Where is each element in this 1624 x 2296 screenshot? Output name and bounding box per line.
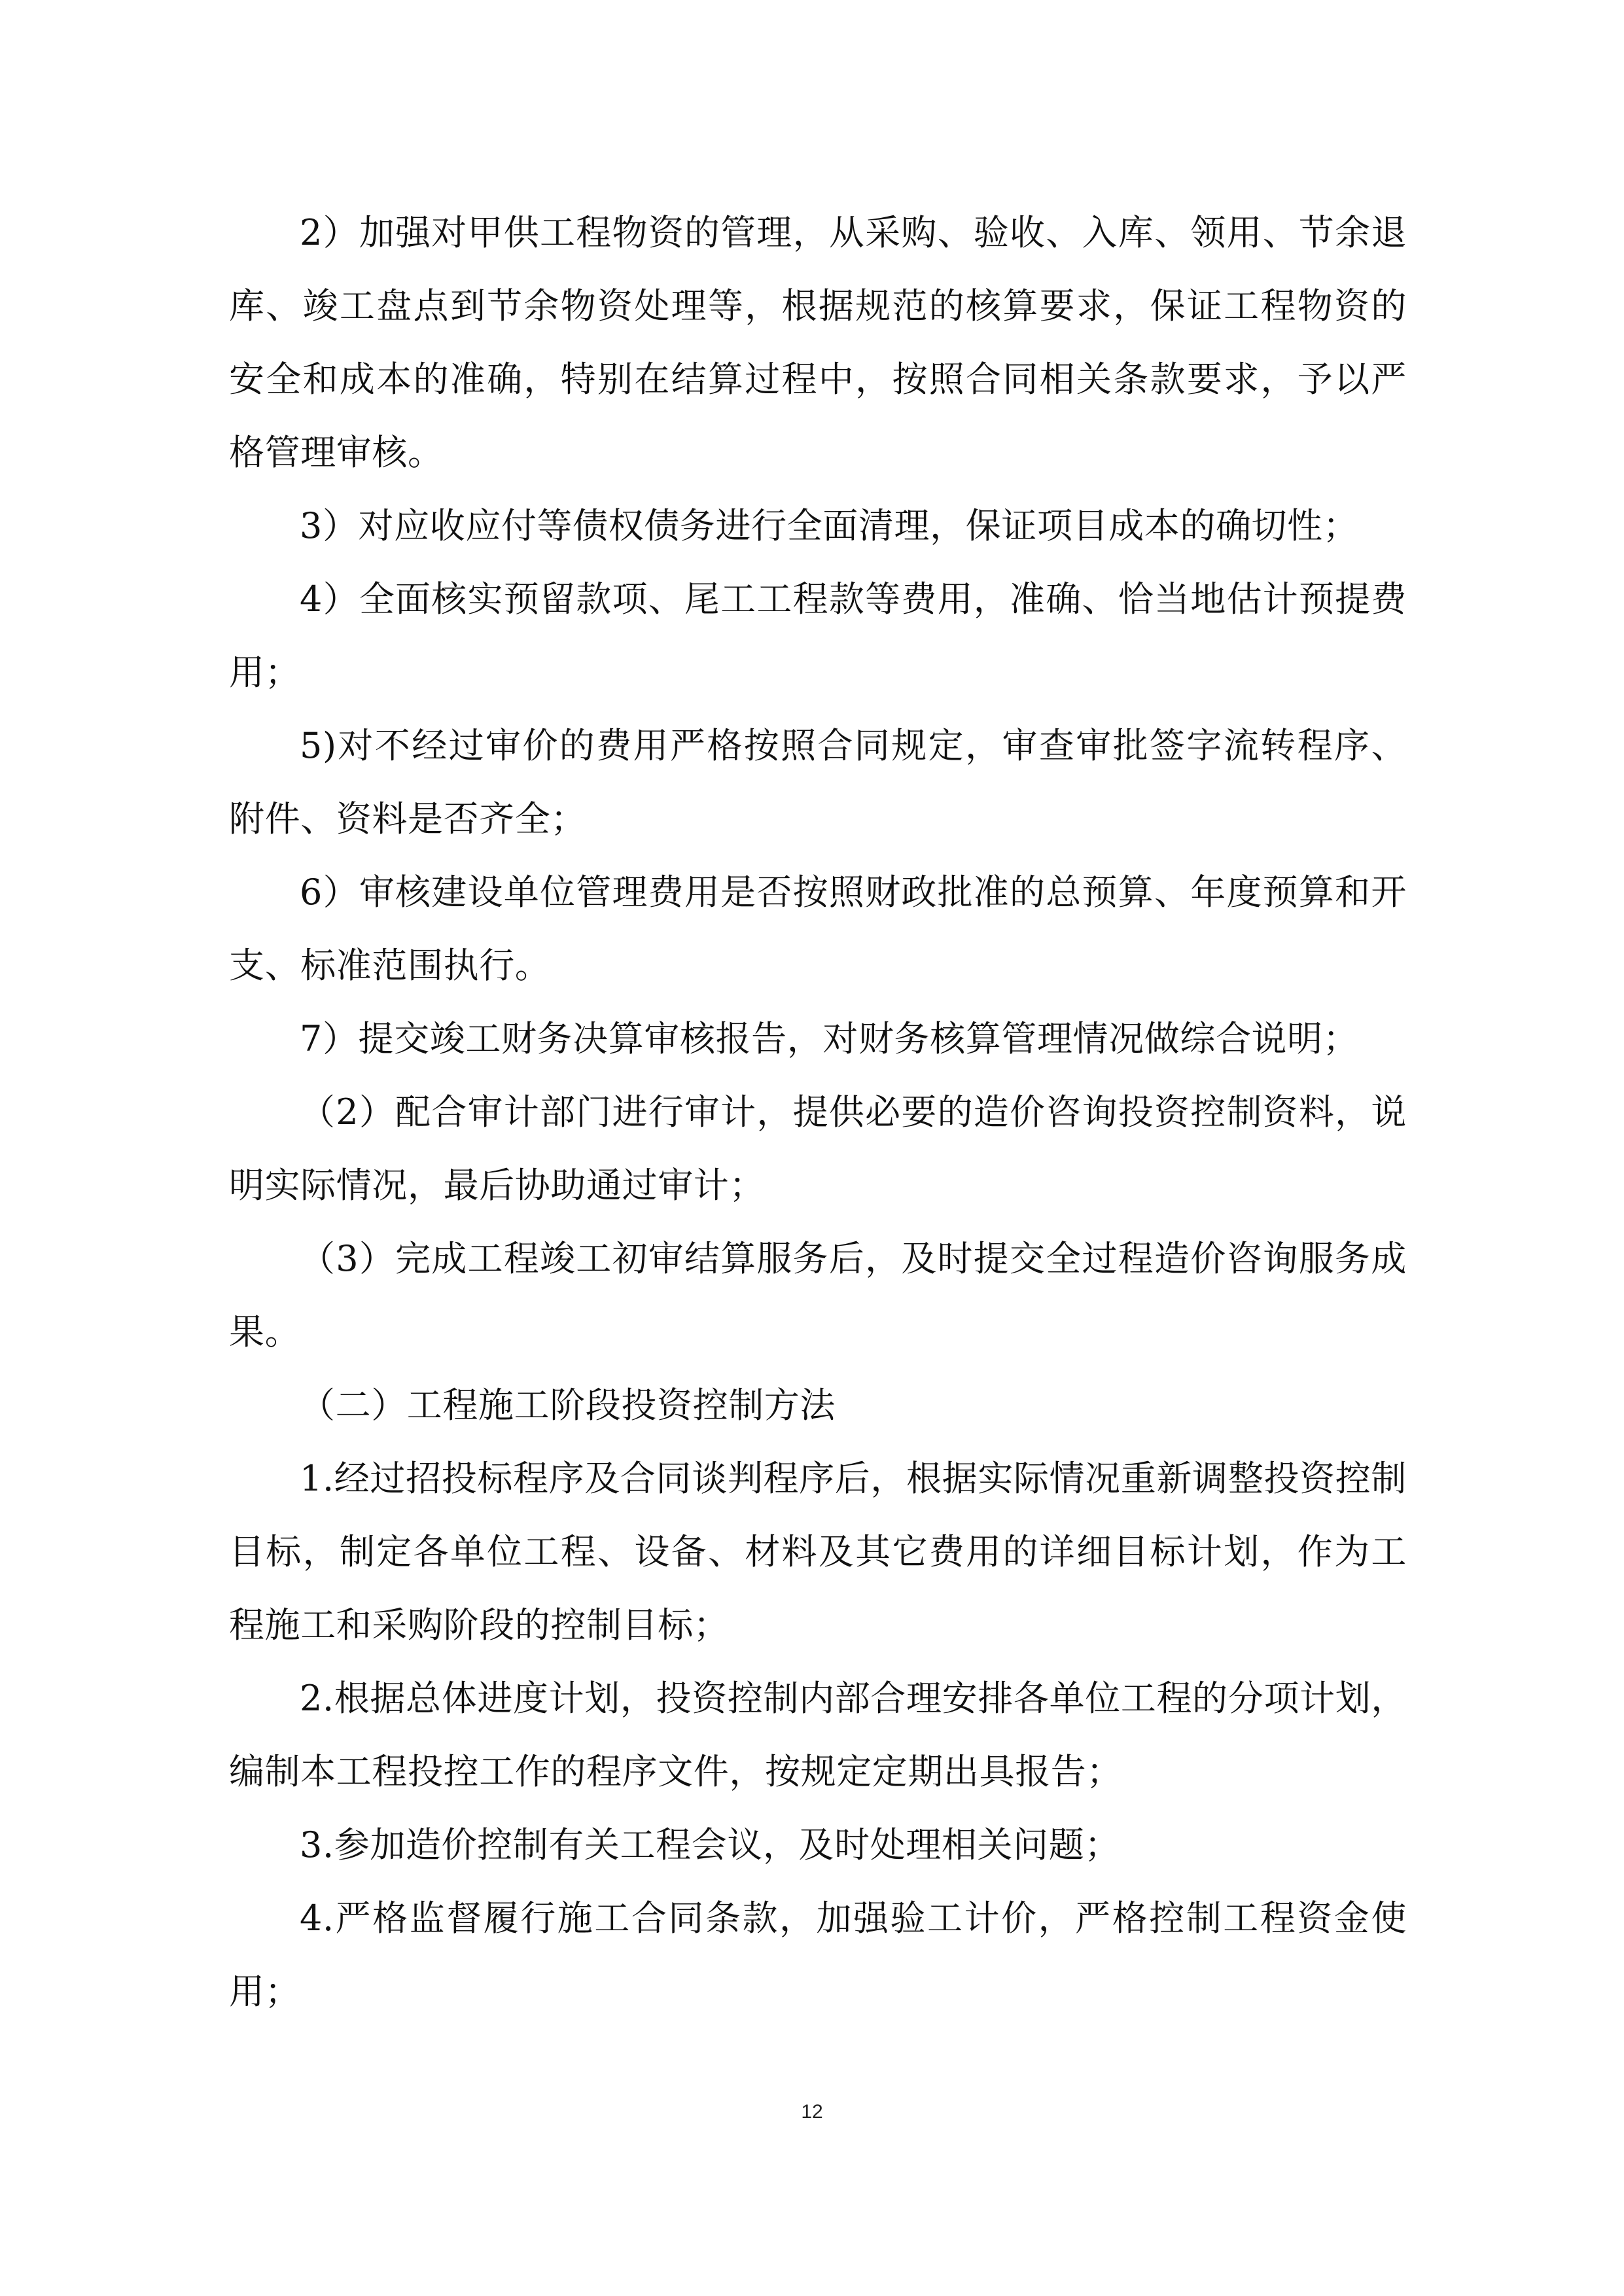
paragraph-debt-clearing: 3）对应收应付等债权债务进行全面清理，保证项目成本的确切性； <box>300 505 1359 546</box>
paragraph-control-targets: 1.经过招投标程序及合同谈判程序后，根据实际情况重新调整投资控制目标，制定各单位工程、设备、材料及其它费用的详细目标计划，作为工程施工和采购阶段的控制目标； <box>229 1458 1407 1646</box>
paragraph-unaudited-costs: 5)对不经过审价的费用严格按照合同规定，审查审批签字流转程序、附件、资料是否齐全； <box>229 725 1407 839</box>
paragraph-material-management: 2）加强对甲供工程物资的管理，从采购、验收、入库、领用、节余退库、竣工盘点到节余物资处理等，根据规范的核算要求，保证工程物资的安全和成本的准确，特别在结算过程中，按照合同相关条款要求，予以严格管理审核。 <box>229 212 1407 473</box>
page-number: 12 <box>801 2101 823 2123</box>
paragraph-schedule-plan: 2.根据总体进度计划，投资控制内部合理安排各单位工程的分项计划，编制本工程投控工作的程序文件，按规定定期出具报告； <box>229 1678 1407 1792</box>
page-body <box>229 196 1407 2028</box>
paragraph-final-report: 7）提交竣工财务决算审核报告，对财务核算管理情况做综合说明； <box>300 1018 1359 1059</box>
paragraph-management-fees: 6）审核建设单位管理费用是否按照财政批准的总预算、年度预算和开支、标准范围执行。 <box>229 872 1407 986</box>
paragraph-meetings: 3.参加造价控制有关工程会议，及时处理相关问题； <box>300 1824 1120 1865</box>
section-heading: （二）工程施工阶段投资控制方法 <box>300 1385 836 1426</box>
paragraph-reserved-funds: 4）全面核实预留款项、尾工工程款等费用，准确、恰当地估计预提费用； <box>229 578 1407 693</box>
paragraph-audit-cooperation: （2）配合审计部门进行审计，提供必要的造价咨询投资控制资料，说明实际情况，最后协助通过审计； <box>229 1091 1407 1206</box>
paragraph-settlement-results: （3）完成工程竣工初审结算服务后，及时提交全过程造价咨询服务成果。 <box>229 1238 1407 1352</box>
paragraph-contract-supervision: 4.严格监督履行施工合同条款，加强验工计价，严格控制工程资金使用； <box>229 1898 1407 2012</box>
